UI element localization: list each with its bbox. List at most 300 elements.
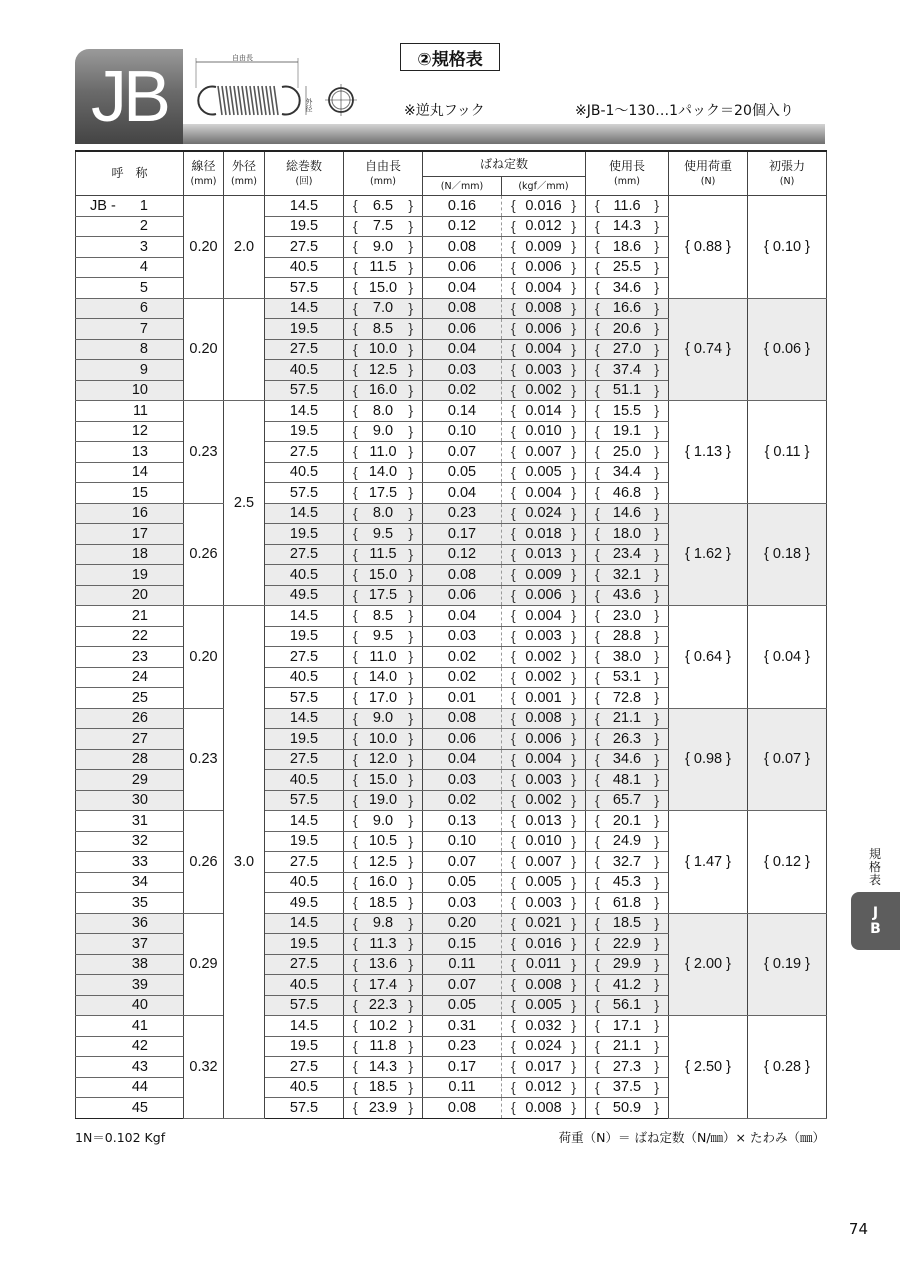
- cell-rate-kgf: { 0.016 }: [502, 196, 586, 217]
- name-number: 10: [131, 382, 148, 399]
- name-number: 13: [131, 443, 148, 460]
- cell-free-length: { 10.0 }: [344, 339, 423, 360]
- cell-rate-n: 0.10: [423, 831, 502, 852]
- cell-rate-kgf: { 0.032 }: [502, 1016, 586, 1037]
- cell-rate-kgf: { 0.002 }: [502, 667, 586, 688]
- cell-free-length: { 9.0 }: [344, 237, 423, 258]
- cell-free-length: { 10.2 }: [344, 1016, 423, 1037]
- cell-coils: 19.5: [265, 216, 344, 237]
- header-coils: 総巻数 (回): [265, 151, 344, 196]
- cell-name: [76, 647, 184, 668]
- table-row: [76, 298, 827, 319]
- header-rate: ばね定数: [423, 151, 586, 177]
- cell-rate-kgf: { 0.001 }: [502, 688, 586, 709]
- cell-coils: 14.5: [265, 913, 344, 934]
- cell-name: [76, 893, 184, 914]
- cell-coils: 27.5: [265, 442, 344, 463]
- cell-use-length: { 25.0 }: [586, 442, 669, 463]
- cell-coils: 57.5: [265, 790, 344, 811]
- cell-use-length: { 21.1 }: [586, 1036, 669, 1057]
- cell-rate-n: 0.06: [423, 319, 502, 340]
- cell-coils: 14.5: [265, 606, 344, 627]
- cell-rate-kgf: { 0.002 }: [502, 380, 586, 401]
- cell-coils: 40.5: [265, 975, 344, 996]
- cell-rate-n: 0.12: [423, 544, 502, 565]
- cell-rate-kgf: { 0.009 }: [502, 237, 586, 258]
- cell-use-length: { 45.3 }: [586, 872, 669, 893]
- cell-use-length: { 61.8 }: [586, 893, 669, 914]
- name-number: 43: [131, 1058, 148, 1075]
- cell-free-length: { 11.5 }: [344, 257, 423, 278]
- table-row: [76, 503, 827, 524]
- cell-free-length: { 11.0 }: [344, 647, 423, 668]
- cell-rate-n: 0.31: [423, 1016, 502, 1037]
- cell-use-length: { 14.3 }: [586, 216, 669, 237]
- cell-coils: 19.5: [265, 1036, 344, 1057]
- cell-use-length: { 32.1 }: [586, 565, 669, 586]
- cell-rate-n: 0.04: [423, 339, 502, 360]
- cell-rate-kgf: { 0.006 }: [502, 257, 586, 278]
- cell-rate-kgf: { 0.012 }: [502, 216, 586, 237]
- name-number: 9: [139, 361, 148, 378]
- cell-coils: 19.5: [265, 421, 344, 442]
- table-row: [76, 606, 827, 627]
- cell-name: [76, 196, 184, 217]
- cell-load: { 1.47 }: [669, 811, 748, 914]
- cell-tension: { 0.06 }: [748, 298, 827, 401]
- cell-use-length: { 15.5 }: [586, 401, 669, 422]
- cell-tension: { 0.12 }: [748, 811, 827, 914]
- cell-free-length: { 11.8 }: [344, 1036, 423, 1057]
- cell-rate-n: 0.03: [423, 360, 502, 381]
- cell-rate-kgf: { 0.003 }: [502, 770, 586, 791]
- cell-rate-kgf: { 0.002 }: [502, 647, 586, 668]
- cell-rate-n: 0.20: [423, 913, 502, 934]
- header-rate-kgf: (kgf／mm): [502, 177, 586, 196]
- cell-free-length: { 18.5 }: [344, 1077, 423, 1098]
- cell-coils: 14.5: [265, 298, 344, 319]
- side-tab-line2: B: [870, 921, 881, 937]
- cell-wire: 0.32: [184, 1016, 224, 1119]
- side-section-label: 規格表: [868, 847, 881, 887]
- cell-rate-n: 0.23: [423, 1036, 502, 1057]
- cell-free-length: { 23.9 }: [344, 1098, 423, 1119]
- pack-note: ※JB-1～130…1パック＝20個入り: [575, 103, 794, 119]
- cell-name: [76, 462, 184, 483]
- cell-free-length: { 8.0 }: [344, 503, 423, 524]
- cell-use-length: { 23.0 }: [586, 606, 669, 627]
- cell-coils: 14.5: [265, 811, 344, 832]
- cell-load: { 2.00 }: [669, 913, 748, 1016]
- cell-tension: { 0.18 }: [748, 503, 827, 606]
- cell-rate-kgf: { 0.003 }: [502, 360, 586, 381]
- name-number: 31: [131, 812, 148, 829]
- cell-coils: 14.5: [265, 503, 344, 524]
- cell-name: [76, 1098, 184, 1119]
- cell-rate-n: 0.11: [423, 954, 502, 975]
- cell-free-length: { 11.0 }: [344, 442, 423, 463]
- cell-name: [76, 606, 184, 627]
- cell-free-length: { 9.8 }: [344, 913, 423, 934]
- cell-use-length: { 48.1 }: [586, 770, 669, 791]
- cell-free-length: { 13.6 }: [344, 954, 423, 975]
- cell-use-length: { 18.5 }: [586, 913, 669, 934]
- name-number: 22: [131, 628, 148, 645]
- cell-rate-n: 0.08: [423, 565, 502, 586]
- cell-name: [76, 1077, 184, 1098]
- cell-name: [76, 483, 184, 504]
- side-tab-jb[interactable]: [851, 892, 900, 950]
- cell-use-length: { 28.8 }: [586, 626, 669, 647]
- cell-name: [76, 298, 184, 319]
- cell-use-length: { 38.0 }: [586, 647, 669, 668]
- cell-coils: 40.5: [265, 257, 344, 278]
- cell-rate-n: 0.04: [423, 483, 502, 504]
- cell-rate-n: 0.07: [423, 852, 502, 873]
- cell-rate-kgf: { 0.007 }: [502, 852, 586, 873]
- cell-name: [76, 237, 184, 258]
- header-name: 呼 称: [76, 151, 184, 196]
- cell-name: [76, 626, 184, 647]
- cell-free-length: { 15.0 }: [344, 565, 423, 586]
- cell-coils: 27.5: [265, 544, 344, 565]
- cell-use-length: { 27.3 }: [586, 1057, 669, 1078]
- cell-rate-n: 0.17: [423, 524, 502, 545]
- cell-name: [76, 749, 184, 770]
- name-number: 18: [131, 546, 148, 563]
- cell-coils: 57.5: [265, 1098, 344, 1119]
- cell-tension: { 0.28 }: [748, 1016, 827, 1119]
- cell-wire: 0.20: [184, 196, 224, 299]
- cell-coils: 40.5: [265, 565, 344, 586]
- name-number: 14: [131, 464, 148, 481]
- cell-od: [224, 298, 265, 401]
- cell-use-length: { 72.8 }: [586, 688, 669, 709]
- cell-use-length: { 43.6 }: [586, 585, 669, 606]
- cell-name: [76, 954, 184, 975]
- cell-rate-kgf: { 0.004 }: [502, 749, 586, 770]
- cell-free-length: { 10.0 }: [344, 729, 423, 750]
- cell-name: [76, 380, 184, 401]
- cell-free-length: { 18.5 }: [344, 893, 423, 914]
- cell-rate-kgf: { 0.008 }: [502, 1098, 586, 1119]
- cell-use-length: { 22.9 }: [586, 934, 669, 955]
- name-number: 23: [131, 648, 148, 665]
- table-row: [76, 196, 827, 217]
- page-header: [0, 0, 900, 150]
- name-number: 45: [131, 1099, 148, 1116]
- cell-use-length: { 46.8 }: [586, 483, 669, 504]
- cell-free-length: { 8.0 }: [344, 401, 423, 422]
- cell-free-length: { 9.5 }: [344, 626, 423, 647]
- cell-rate-n: 0.07: [423, 975, 502, 996]
- cell-name: [76, 790, 184, 811]
- cell-name: [76, 934, 184, 955]
- name-number: 27: [131, 730, 148, 747]
- cell-load: { 2.50 }: [669, 1016, 748, 1119]
- cell-use-length: { 11.6 }: [586, 196, 669, 217]
- cell-rate-n: 0.14: [423, 401, 502, 422]
- table-row: [76, 811, 827, 832]
- cell-name: [76, 565, 184, 586]
- cell-rate-kgf: { 0.014 }: [502, 401, 586, 422]
- cell-rate-kgf: { 0.012 }: [502, 1077, 586, 1098]
- name-number: 34: [131, 874, 148, 891]
- cell-name: [76, 975, 184, 996]
- side-tab-line1: J: [872, 905, 879, 921]
- cell-name: [76, 544, 184, 565]
- cell-free-length: { 16.0 }: [344, 872, 423, 893]
- cell-coils: 19.5: [265, 934, 344, 955]
- cell-wire: 0.23: [184, 401, 224, 504]
- cell-free-length: { 8.5 }: [344, 319, 423, 340]
- cell-tension: { 0.04 }: [748, 606, 827, 709]
- header-free-length: 自由長 (mm): [344, 151, 423, 196]
- cell-free-length: { 12.5 }: [344, 852, 423, 873]
- cell-name: [76, 257, 184, 278]
- cell-use-length: { 24.9 }: [586, 831, 669, 852]
- cell-use-length: { 16.6 }: [586, 298, 669, 319]
- cell-rate-n: 0.02: [423, 667, 502, 688]
- name-number: 28: [131, 751, 148, 768]
- cell-rate-n: 0.08: [423, 237, 502, 258]
- cell-use-length: { 34.6 }: [586, 278, 669, 299]
- table-row: [76, 1016, 827, 1037]
- cell-load: { 1.13 }: [669, 401, 748, 504]
- name-number: 35: [131, 894, 148, 911]
- cell-use-length: { 27.0 }: [586, 339, 669, 360]
- cell-use-length: { 37.4 }: [586, 360, 669, 381]
- cell-rate-n: 0.06: [423, 257, 502, 278]
- cell-use-length: { 25.5 }: [586, 257, 669, 278]
- cell-rate-kgf: { 0.006 }: [502, 585, 586, 606]
- cell-coils: 27.5: [265, 647, 344, 668]
- cell-free-length: { 6.5 }: [344, 196, 423, 217]
- cell-rate-n: 0.16: [423, 196, 502, 217]
- cell-coils: 14.5: [265, 1016, 344, 1037]
- cell-coils: 14.5: [265, 708, 344, 729]
- cell-tension: { 0.19 }: [748, 913, 827, 1016]
- cell-use-length: { 18.0 }: [586, 524, 669, 545]
- cell-load: { 0.98 }: [669, 708, 748, 811]
- cell-rate-kgf: { 0.006 }: [502, 319, 586, 340]
- cell-coils: 57.5: [265, 278, 344, 299]
- cell-coils: 27.5: [265, 339, 344, 360]
- cell-rate-n: 0.03: [423, 893, 502, 914]
- name-number: 11: [132, 402, 148, 419]
- name-number: 38: [131, 956, 148, 973]
- cell-coils: 40.5: [265, 667, 344, 688]
- name-number: 36: [131, 915, 148, 932]
- cell-tension: { 0.07 }: [748, 708, 827, 811]
- cell-rate-n: 0.10: [423, 421, 502, 442]
- cell-rate-kgf: { 0.004 }: [502, 278, 586, 299]
- hook-note: ※逆丸フック: [404, 103, 485, 119]
- cell-coils: 14.5: [265, 401, 344, 422]
- cell-use-length: { 32.7 }: [586, 852, 669, 873]
- name-number: 3: [139, 238, 148, 255]
- cell-coils: 40.5: [265, 770, 344, 791]
- cell-use-length: { 37.5 }: [586, 1077, 669, 1098]
- cell-coils: 57.5: [265, 688, 344, 709]
- cell-coils: 19.5: [265, 831, 344, 852]
- cell-rate-kgf: { 0.004 }: [502, 606, 586, 627]
- name-number: 8: [139, 341, 148, 358]
- cell-rate-kgf: { 0.010 }: [502, 831, 586, 852]
- header-od: 外径 (mm): [224, 151, 265, 196]
- cell-coils: 40.5: [265, 360, 344, 381]
- name-number: 1: [139, 197, 148, 214]
- cell-name: [76, 216, 184, 237]
- cell-rate-kgf: { 0.005 }: [502, 872, 586, 893]
- cell-name: [76, 1036, 184, 1057]
- cell-load: { 0.88 }: [669, 196, 748, 299]
- cell-name: [76, 421, 184, 442]
- table-row: [76, 708, 827, 729]
- cell-free-length: { 14.0 }: [344, 667, 423, 688]
- cell-rate-n: 0.01: [423, 688, 502, 709]
- cell-rate-kgf: { 0.007 }: [502, 442, 586, 463]
- cell-rate-kgf: { 0.010 }: [502, 421, 586, 442]
- cell-use-length: { 65.7 }: [586, 790, 669, 811]
- table-row: [76, 401, 827, 422]
- name-number: 25: [131, 689, 148, 706]
- name-number: 39: [131, 976, 148, 993]
- cell-load: { 1.62 }: [669, 503, 748, 606]
- cell-use-length: { 51.1 }: [586, 380, 669, 401]
- cell-free-length: { 15.0 }: [344, 770, 423, 791]
- name-number: 21: [131, 607, 148, 624]
- cell-use-length: { 19.1 }: [586, 421, 669, 442]
- cell-rate-n: 0.05: [423, 872, 502, 893]
- cell-name: [76, 360, 184, 381]
- diagram-od-label: 外径: [305, 98, 313, 112]
- cell-use-length: { 56.1 }: [586, 995, 669, 1016]
- cell-free-length: { 14.0 }: [344, 462, 423, 483]
- cell-name: [76, 667, 184, 688]
- cell-free-length: { 12.5 }: [344, 360, 423, 381]
- cell-rate-kgf: { 0.004 }: [502, 483, 586, 504]
- cell-free-length: { 17.5 }: [344, 585, 423, 606]
- cell-rate-n: 0.04: [423, 278, 502, 299]
- cell-coils: 27.5: [265, 1057, 344, 1078]
- cell-free-length: { 19.0 }: [344, 790, 423, 811]
- cell-load: { 0.74 }: [669, 298, 748, 401]
- cell-name: [76, 872, 184, 893]
- cell-rate-kgf: { 0.002 }: [502, 790, 586, 811]
- cell-rate-n: 0.06: [423, 729, 502, 750]
- cell-use-length: { 14.6 }: [586, 503, 669, 524]
- header-use-length: 使用長 (mm): [586, 151, 669, 196]
- name-number: 33: [131, 853, 148, 870]
- cell-free-length: { 11.5 }: [344, 544, 423, 565]
- cell-rate-kgf: { 0.003 }: [502, 626, 586, 647]
- name-number: 4: [139, 259, 148, 276]
- name-number: 12: [131, 423, 148, 440]
- table-row: [76, 913, 827, 934]
- cell-rate-n: 0.04: [423, 749, 502, 770]
- cell-rate-n: 0.04: [423, 606, 502, 627]
- spring-diagram: [186, 52, 366, 124]
- cell-od: 3.0: [224, 606, 265, 1119]
- cell-name: [76, 503, 184, 524]
- cell-rate-n: 0.05: [423, 462, 502, 483]
- cell-rate-kgf: { 0.018 }: [502, 524, 586, 545]
- cell-free-length: { 9.0 }: [344, 811, 423, 832]
- cell-wire: 0.26: [184, 811, 224, 914]
- name-number: 17: [131, 525, 148, 542]
- cell-rate-n: 0.08: [423, 298, 502, 319]
- cell-coils: 40.5: [265, 1077, 344, 1098]
- header-bar: [183, 124, 825, 144]
- cell-rate-kgf: { 0.013 }: [502, 544, 586, 565]
- cell-use-length: { 53.1 }: [586, 667, 669, 688]
- spec-table-body: [76, 196, 827, 1119]
- cell-wire: 0.20: [184, 298, 224, 401]
- cell-coils: 40.5: [265, 462, 344, 483]
- cell-coils: 19.5: [265, 524, 344, 545]
- cell-rate-n: 0.07: [423, 442, 502, 463]
- cell-tension: { 0.11 }: [748, 401, 827, 504]
- cell-use-length: { 21.1 }: [586, 708, 669, 729]
- cell-wire: 0.26: [184, 503, 224, 606]
- cell-coils: 57.5: [265, 483, 344, 504]
- cell-tension: { 0.10 }: [748, 196, 827, 299]
- cell-od: 2.5: [224, 401, 265, 606]
- cell-use-length: { 17.1 }: [586, 1016, 669, 1037]
- cell-free-length: { 9.0 }: [344, 421, 423, 442]
- name-number: 7: [139, 320, 148, 337]
- cell-free-length: { 17.4 }: [344, 975, 423, 996]
- name-number: 30: [131, 792, 148, 809]
- cell-rate-kgf: { 0.017 }: [502, 1057, 586, 1078]
- cell-name: [76, 278, 184, 299]
- name-number: 5: [139, 279, 148, 296]
- cell-name: [76, 688, 184, 709]
- name-prefix: JB -: [90, 197, 116, 214]
- cell-rate-kgf: { 0.003 }: [502, 893, 586, 914]
- cell-rate-kgf: { 0.011 }: [502, 954, 586, 975]
- series-logo: JB: [75, 49, 183, 144]
- cell-use-length: { 20.1 }: [586, 811, 669, 832]
- cell-use-length: { 29.9 }: [586, 954, 669, 975]
- cell-rate-n: 0.15: [423, 934, 502, 955]
- cell-free-length: { 11.3 }: [344, 934, 423, 955]
- name-number: 29: [131, 771, 148, 788]
- cell-rate-kgf: { 0.008 }: [502, 975, 586, 996]
- cell-rate-n: 0.17: [423, 1057, 502, 1078]
- cell-rate-n: 0.11: [423, 1077, 502, 1098]
- cell-name: [76, 319, 184, 340]
- name-number: 37: [131, 935, 148, 952]
- cell-rate-n: 0.08: [423, 708, 502, 729]
- cell-name: [76, 852, 184, 873]
- cell-load: { 0.64 }: [669, 606, 748, 709]
- cell-coils: 49.5: [265, 893, 344, 914]
- cell-coils: 27.5: [265, 749, 344, 770]
- cell-name: [76, 729, 184, 750]
- cell-coils: 27.5: [265, 852, 344, 873]
- header-rate-n: (N／mm): [423, 177, 502, 196]
- cell-free-length: { 7.5 }: [344, 216, 423, 237]
- cell-coils: 19.5: [265, 729, 344, 750]
- cell-rate-n: 0.23: [423, 503, 502, 524]
- name-number: 40: [131, 997, 148, 1014]
- cell-use-length: { 34.4 }: [586, 462, 669, 483]
- cell-coils: 19.5: [265, 319, 344, 340]
- name-number: 24: [131, 669, 148, 686]
- cell-coils: 14.5: [265, 196, 344, 217]
